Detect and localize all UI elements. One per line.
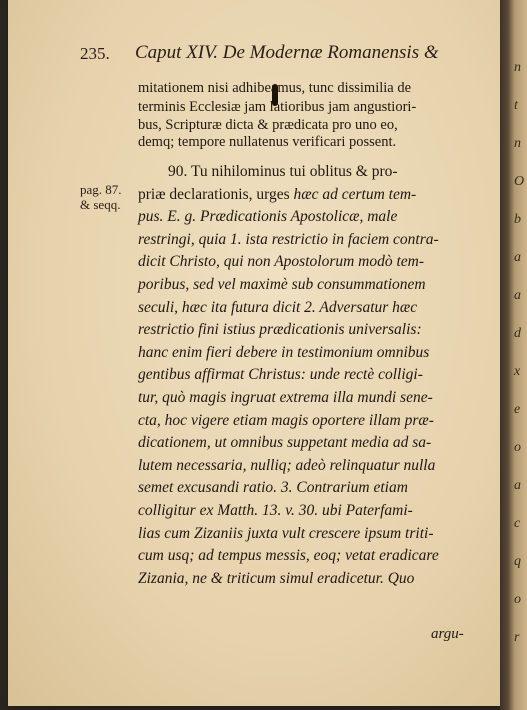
facing-page-letter: o xyxy=(514,592,521,607)
text-span: priæ declarationis, urges xyxy=(138,185,294,203)
text-line: cum usq; ad tempus messis, eoq; vetat eradicare xyxy=(138,547,439,565)
facing-page-letter: a xyxy=(514,478,521,493)
facing-page-letter: c xyxy=(514,516,521,531)
text-line: terminis Ecclesiæ jam latioribus jam angustiori- xyxy=(138,99,417,115)
text-line: semet excusandi ratio. 3. Contrarium etiam xyxy=(138,479,408,497)
facing-page-letter: e xyxy=(514,402,521,417)
text-line: gentibus affirmat Christus: unde rectè colligi- xyxy=(138,366,423,384)
text-line: dicit Christo, qui non Apostolorum modò tem- xyxy=(138,253,425,271)
page-number: 235. xyxy=(80,44,110,63)
text-line: dicationem, ut omnibus suppetant media ad sa- xyxy=(138,434,432,452)
text-line: restrictio fini istius prædicationis universalis: xyxy=(138,321,422,339)
text-span: pus. xyxy=(138,208,164,226)
text-line: tur, quò magis ingruat extrema illa mundi sene- xyxy=(138,389,433,406)
text-line: bus, Scripturæ dicta & prædicata pro uno eo, xyxy=(138,117,398,133)
facing-page-letter: d xyxy=(514,326,521,341)
text-line: cta, hoc vigere etiam magis oportere illam præ- xyxy=(138,411,434,429)
text-span: hæc ad certum tem- xyxy=(293,185,417,203)
text-line: Zizania, ne & triticum simul eradicetur. Quo xyxy=(138,569,415,587)
facing-page-letter: a xyxy=(514,250,521,265)
facing-page-letter: b xyxy=(514,212,521,227)
facing-page-letter: q xyxy=(514,554,521,569)
facing-page-letter: o xyxy=(514,440,521,455)
margin-note-line-2: & seqq. xyxy=(80,197,121,212)
facing-page-letter: t xyxy=(514,98,518,113)
facing-page-letter: n xyxy=(514,60,521,75)
text-line: poribus, sed vel maximè sub consummationem xyxy=(138,276,426,293)
facing-page-letter: n xyxy=(514,136,521,151)
catchword: argu- xyxy=(431,626,464,642)
facing-page-letter: O xyxy=(514,174,525,189)
text-line xyxy=(138,208,397,226)
text-line: hanc enim fieri debere in testimonium omnibus xyxy=(138,343,430,361)
running-header xyxy=(80,42,500,68)
text-line xyxy=(138,186,416,204)
margin-note-line-1: pag. 87. xyxy=(80,182,122,197)
text-line: mitationem nisi adhibeamus, tunc dissimilia de xyxy=(138,80,412,96)
text-line: lutem necessaria, nulliq; adeò relinquatur nulla xyxy=(138,456,436,474)
text-line: restringi, quia 1. ista restrictio in faciem contra- xyxy=(138,230,439,248)
adjacent-page-edge xyxy=(500,0,527,710)
text-line: seculi, hæc ita futura dicit 2. Adversatur hæc xyxy=(138,298,418,316)
facing-page-letter: r xyxy=(514,630,520,645)
facing-page-letter: x xyxy=(514,364,521,379)
text-line: 90. Tu nihilominus tui oblitus & pro- xyxy=(168,163,398,180)
text-line: lias cum Zizaniis juxta vult crescere ipsum triti- xyxy=(138,524,434,542)
text-line: colligitur ex Matth. 13. v. 30. ubi Paterfami- xyxy=(138,502,413,519)
running-title: Caput XIV. De Modernæ Romanensis & xyxy=(135,42,439,63)
text-span: E. g. Prædicationis Apostolicæ, male xyxy=(163,208,398,226)
text-line: demq; tempore nullatenus verificari possent. xyxy=(138,134,397,150)
book-page xyxy=(8,0,500,706)
facing-page-letter: a xyxy=(514,288,521,303)
